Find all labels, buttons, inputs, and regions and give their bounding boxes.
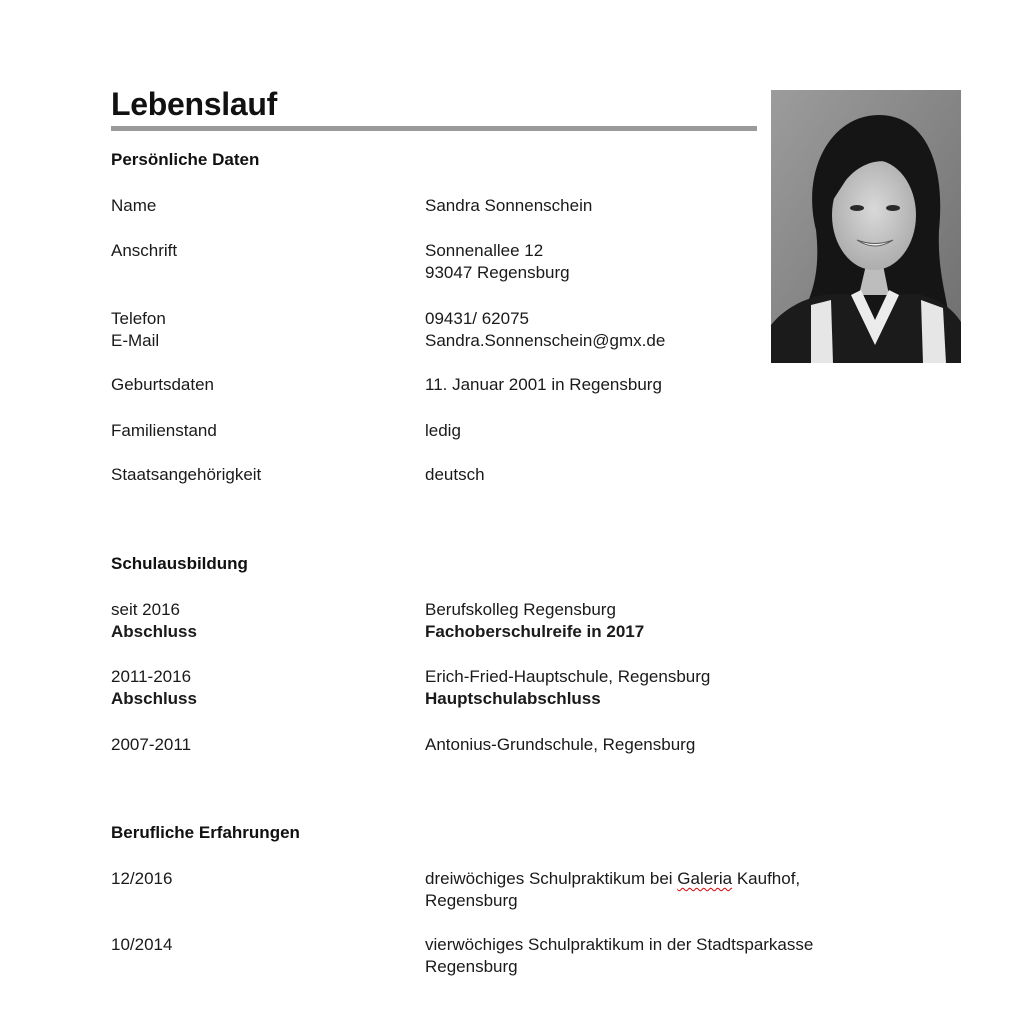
row-value: Berufskolleg Regensburg bbox=[425, 600, 616, 619]
row-value: Antonius-Grundschule, Regensburg bbox=[425, 735, 696, 754]
document-title: Lebenslauf bbox=[111, 86, 277, 122]
section-heading-school: Schulausbildung bbox=[111, 554, 248, 573]
row-value: deutsch bbox=[425, 465, 485, 484]
row-value: Erich-Fried-Hauptschule, Regensburg bbox=[425, 667, 711, 686]
row-value: 93047 Regensburg bbox=[425, 263, 570, 282]
row-label: Geburtsdaten bbox=[111, 375, 215, 394]
row-label: E-Mail bbox=[111, 331, 160, 350]
row-label-bold: Abschluss bbox=[111, 622, 197, 641]
section-heading-work: Berufliche Erfahrungen bbox=[111, 823, 300, 842]
row-value: Regensburg bbox=[425, 957, 518, 976]
row-label: 10/2014 bbox=[111, 935, 173, 954]
row-value: vierwöchiges Schulpraktikum in der Stadtsparkasse bbox=[425, 935, 814, 954]
row-label: 2011-2016 bbox=[111, 667, 192, 686]
value-text: Kaufhof, bbox=[732, 869, 801, 888]
row-value: Sandra.Sonnenschein@gmx.de bbox=[425, 331, 666, 350]
row-label: seit 2016 bbox=[111, 600, 180, 619]
row-label: 2007-2011 bbox=[111, 735, 192, 754]
title-underline-rule bbox=[111, 126, 757, 131]
spellcheck-flagged-word: Galeria bbox=[677, 869, 733, 888]
row-value-bold: Hauptschulabschluss bbox=[425, 689, 601, 708]
row-label: Telefon bbox=[111, 309, 166, 328]
row-value: Sonnenallee 12 bbox=[425, 241, 544, 260]
row-label: Name bbox=[111, 196, 157, 215]
row-label: 12/2016 bbox=[111, 869, 173, 888]
row-value: Sandra Sonnenschein bbox=[425, 196, 593, 215]
row-value: Regensburg bbox=[425, 891, 518, 910]
section-heading-personal: Persönliche Daten bbox=[111, 150, 260, 169]
row-label: Anschrift bbox=[111, 241, 178, 260]
row-value-bold: Fachoberschulreife in 2017 bbox=[425, 622, 645, 641]
row-label: Staatsangehörigkeit bbox=[111, 465, 262, 484]
row-value: 11. Januar 2001 in Regensburg bbox=[425, 375, 662, 394]
row-label-bold: Abschluss bbox=[111, 689, 197, 708]
row-value: ledig bbox=[425, 421, 461, 440]
value-text: dreiwöchiges Schulpraktikum bei bbox=[425, 869, 678, 888]
row-label: Familienstand bbox=[111, 421, 217, 440]
row-value bbox=[425, 868, 895, 890]
row-value: 09431/ 62075 bbox=[425, 309, 529, 328]
